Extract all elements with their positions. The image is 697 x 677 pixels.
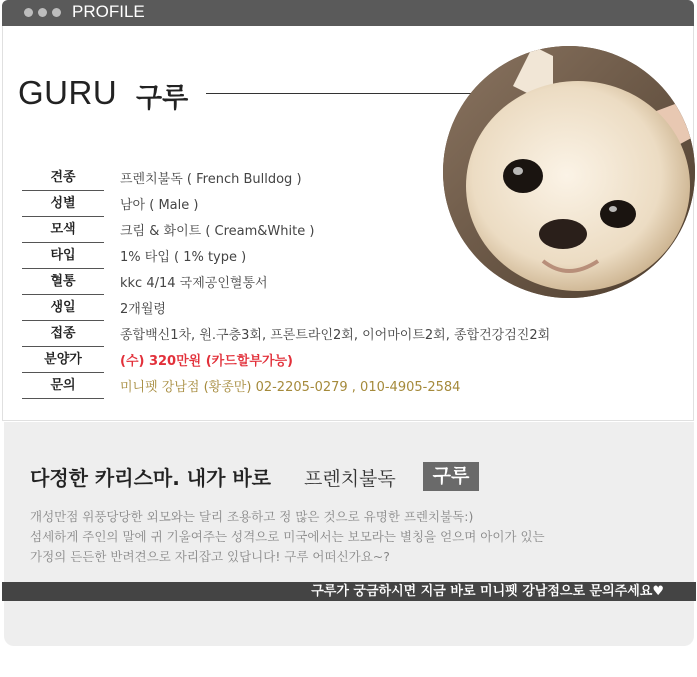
detail-row — [22, 192, 622, 218]
detail-value: 남아 ( Male ) — [120, 198, 199, 213]
contact-value: 미니펫 강남점 (황종만) 02-2205-0279 , 010-4905-2584 — [120, 380, 461, 395]
cta-text: 구루가 궁금하시면 지금 바로 미니펫 강남점으로 문의주세요♥ — [311, 584, 664, 599]
detail-label: 분양가 — [22, 348, 104, 373]
details-list — [22, 166, 622, 400]
header-bar — [2, 0, 694, 26]
intro-line: 섬세하게 주인의 말에 귀 기울여주는 성격으로 미국에서는 보모라는 별칭을 얻으며 아이가 있는 — [30, 529, 545, 544]
detail-label: 타입 — [22, 244, 104, 269]
cta-bar — [2, 582, 696, 601]
detail-label: 생일 — [22, 296, 104, 321]
dog-name-korean: 구루 — [136, 83, 189, 114]
detail-value: 크림 & 화이트 ( Cream&White ) — [120, 224, 315, 239]
dog-name-english: GURU — [18, 74, 118, 111]
detail-value: 종합백신1차, 원.구충3회, 프론트라인2회, 이어마이트2회, 종합건강검진2회 — [120, 328, 551, 343]
price-value: (수) 320만원 (카드할부가능) — [120, 354, 293, 369]
detail-row — [22, 296, 622, 322]
intro-breed: 프렌치불독 — [304, 468, 396, 490]
title-divider — [206, 93, 474, 94]
detail-label: 모색 — [22, 218, 104, 243]
detail-value: 2개월령 — [120, 302, 166, 317]
intro-name-badge: 구루 — [423, 462, 479, 491]
intro-description — [30, 507, 545, 567]
detail-label: 성별 — [22, 192, 104, 217]
header-title: PROFILE — [72, 2, 145, 21]
detail-row — [22, 244, 622, 270]
detail-row — [22, 322, 622, 348]
profile-card — [2, 0, 694, 648]
intro-panel — [4, 422, 694, 646]
detail-row — [22, 348, 622, 374]
window-dots — [24, 8, 61, 17]
detail-value: 1% 타입 ( 1% type ) — [120, 250, 247, 265]
dot-icon — [38, 8, 47, 17]
detail-label: 혈통 — [22, 270, 104, 295]
intro-line: 가정의 든든한 반려견으로 자리잡고 있답니다! 구루 어떠신가요~? — [30, 549, 390, 564]
intro-tagline: 다정한 카리스마. 내가 바로 — [30, 466, 272, 490]
detail-label: 견종 — [22, 166, 104, 191]
dot-icon — [52, 8, 61, 17]
detail-row — [22, 218, 622, 244]
detail-row — [22, 270, 622, 296]
detail-row — [22, 374, 622, 400]
detail-value: kkc 4/14 국제공인혈통서 — [120, 276, 268, 291]
detail-row — [22, 166, 622, 192]
detail-value: 프렌치불독 ( French Bulldog ) — [120, 172, 302, 187]
dot-icon — [24, 8, 33, 17]
detail-label: 문의 — [22, 374, 104, 399]
detail-label: 접종 — [22, 322, 104, 347]
intro-line: 개성만점 위풍당당한 외모와는 달리 조용하고 정 많은 것으로 유명한 프렌치불독:) — [30, 509, 474, 524]
